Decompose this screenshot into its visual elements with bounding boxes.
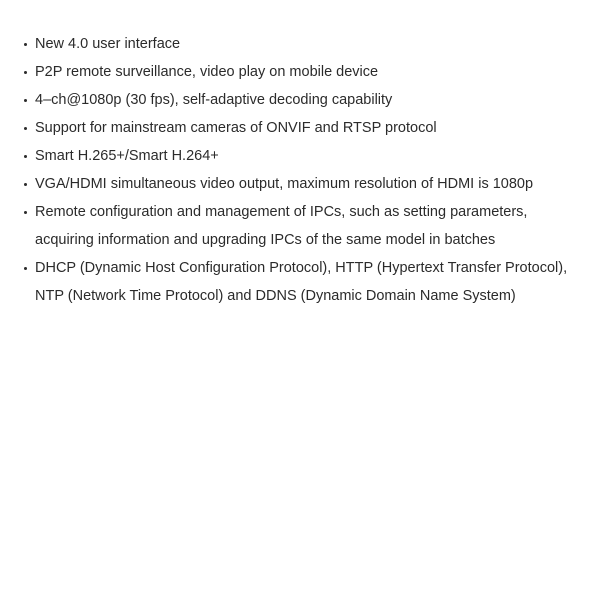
feature-item-p2p bbox=[22, 58, 582, 86]
feature-text: Smart H.265+/Smart H.264+ bbox=[35, 148, 219, 164]
feature-item-onvif-rtsp bbox=[22, 114, 582, 142]
feature-item-smart-codec bbox=[22, 142, 582, 170]
feature-text: Remote configuration and management of IPCs, such as setting parameters, acquiring information and upgrading IPCs of the same model in batches bbox=[35, 204, 528, 248]
feature-item-remote-config bbox=[22, 198, 582, 254]
feature-list bbox=[22, 30, 582, 310]
feature-text: VGA/HDMI simultaneous video output, maximum resolution of HDMI is 1080p bbox=[35, 176, 534, 192]
feature-text: Support for mainstream cameras of ONVIF and RTSP protocol bbox=[35, 120, 437, 136]
feature-text: P2P remote surveillance, video play on mobile device bbox=[35, 64, 379, 80]
feature-text: DHCP (Dynamic Host Configuration Protocol), HTTP (Hypertext Transfer Protocol), NTP (Network Time Protocol) and DDNS (Dynamic Domain Name System) bbox=[35, 260, 568, 304]
feature-text: New 4.0 user interface bbox=[35, 36, 181, 52]
feature-item-video-output bbox=[22, 170, 582, 198]
feature-text: 4–ch@1080p (30 fps), self-adaptive decoding capability bbox=[35, 92, 393, 108]
feature-item-user-interface bbox=[22, 30, 582, 58]
feature-item-protocols bbox=[22, 254, 582, 310]
feature-item-decoding bbox=[22, 86, 582, 114]
